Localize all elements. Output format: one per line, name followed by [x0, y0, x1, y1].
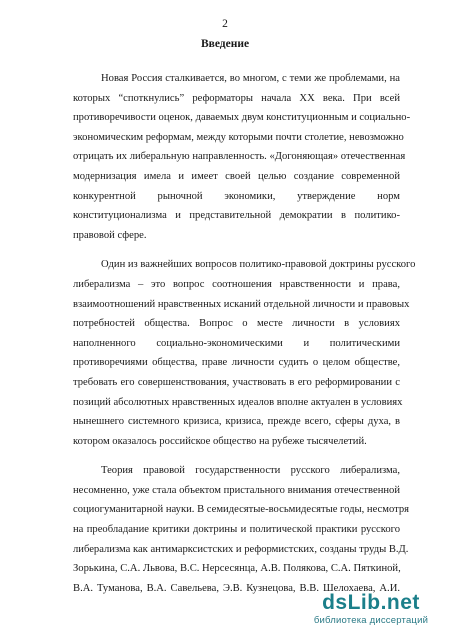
text-line: модернизация имела и имеет своей целью создание современной [73, 170, 400, 182]
text-line: В.А. Туманова, В.А. Савельева, Э.В. Кузнецова, В.В. Шелохаева, А.И. [73, 582, 400, 594]
document-body [73, 69, 416, 598]
text-line: взаимоотношений нравственных исканий отдельной личности и правовых [73, 298, 410, 310]
watermark-tagline: библиотека диссертаций [313, 615, 429, 626]
text-line: несомненно, уже стала объектом пристального внимания отечественной [73, 484, 400, 496]
text-line: отрицать их либеральную направленность. «Догоняющая» отечественная [73, 151, 406, 163]
watermark-logo: dsLib.net [322, 591, 420, 614]
text-line: наполненного социально-экономическими и политическими [73, 337, 400, 349]
text-line: на преобладание критики доктрины и политической практики русского [73, 524, 400, 536]
text-line: Зорькина, С.А. Львова, В.С. Нерсесянца, А.В. Полякова, С.А. Пяткиной, [73, 563, 401, 575]
watermark [306, 592, 436, 626]
text-line: Теория правовой государственности русского либерализма, [101, 465, 400, 477]
text-line: нынешнего системного кризиса, кризиса, прежде всего, сферы духа, в [73, 416, 400, 428]
text-line: противоречивости оценок, даваемых двум конституционным и социально- [73, 112, 411, 124]
text-line: социогуманитарной науки. В семидесятые-восьмидесятые годы, несмотря [73, 504, 410, 516]
text-line: либерализма – это вопрос соотношения нравственности и права, [73, 278, 400, 290]
paragraph-1 [73, 69, 411, 245]
text-line: конституционализма и представительной демократии в политико- [73, 210, 400, 222]
text-line: конкурентной рыночной экономики, утверждение норм [73, 190, 400, 202]
page-title: Введение [200, 38, 250, 50]
text-line: правовой сфере. [73, 229, 147, 241]
text-line: Один из важнейших вопросов политико-правовой доктрины русского [101, 259, 416, 271]
text-line: которых “споткнулись” реформаторы начала XX века. При всей [73, 92, 400, 104]
text-line: требовать его совершенствования, участвовать в его реформировании с [73, 376, 400, 388]
page-number: 2 [222, 18, 228, 30]
text-line: экономическим реформам, между которыми почти столетие, невозможно [73, 131, 404, 143]
text-line: Новая Россия сталкивается, во многом, с теми же проблемами, на [101, 73, 400, 84]
text-line: противоречиями общества, праве личности судить о целом обществе, [73, 357, 400, 369]
text-line: либерализма как антимарксистских и реформистских, созданы труды В.Д. [73, 543, 409, 555]
text-line: котором оказалось российское общество на рубеже тысячелетий. [73, 435, 367, 447]
text-line: позиций абсолютных нравственных идеалов вполне актуален в условиях [73, 396, 403, 408]
paragraph-3 [73, 461, 410, 598]
text-line: потребностей общества. Вопрос о месте личности в условиях [73, 318, 400, 330]
paragraph-2 [73, 255, 416, 451]
